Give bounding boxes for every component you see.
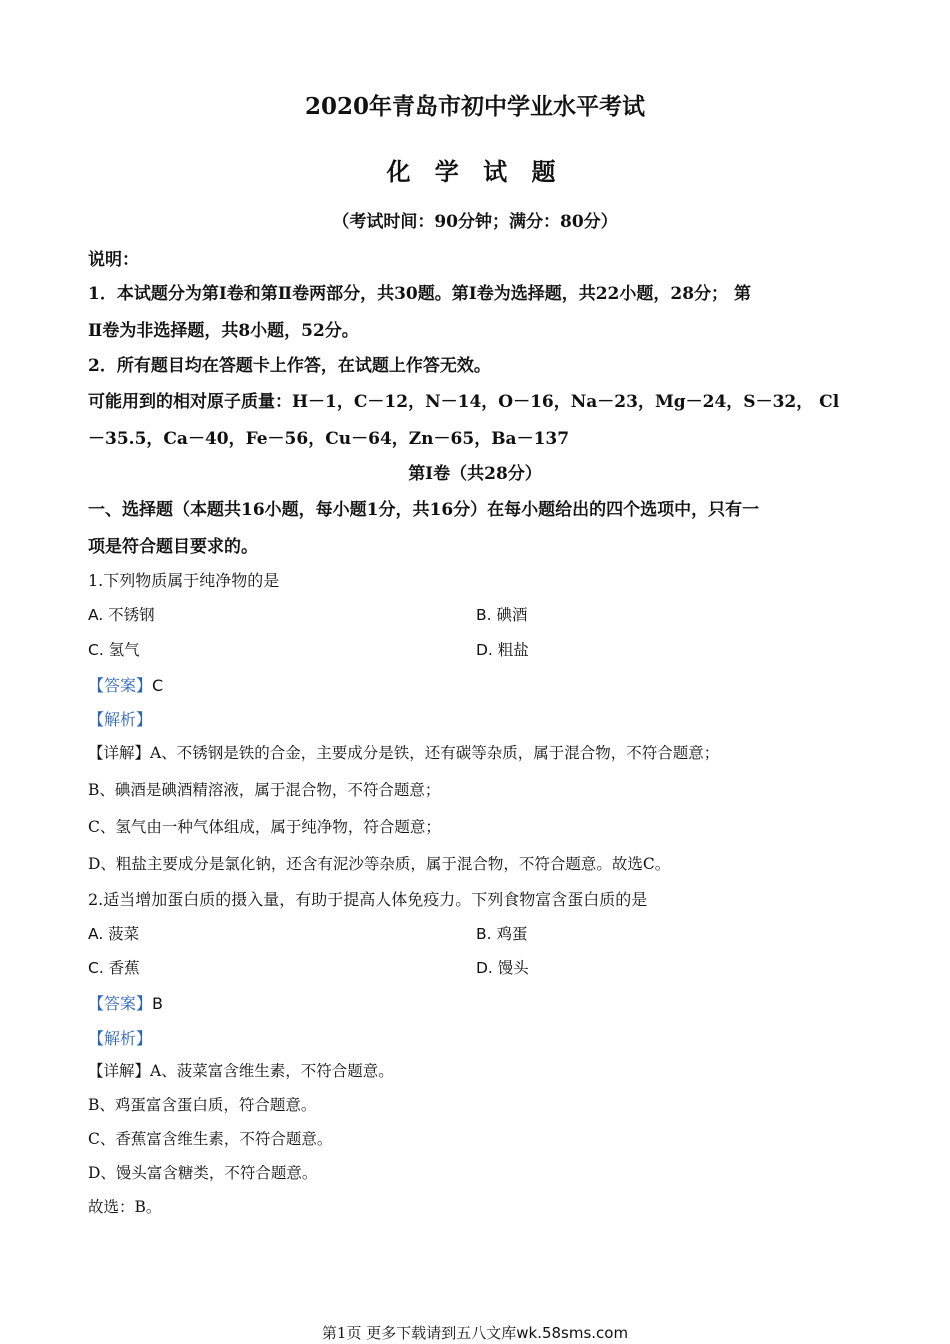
section-heading: 第Ⅰ卷（共28分） xyxy=(408,464,542,484)
question-1-option-c: C. 氢气 xyxy=(88,641,140,659)
part-instruction-line-1: 一、选择题（本题共16小题，每小题1分，共16分）在每小题给出的四个选项中，只有一 xyxy=(88,500,760,520)
instructions-label: 说明： xyxy=(88,250,139,270)
question-1-detail-3: C、氢气由一种气体组成，属于纯净物，符合题意； xyxy=(88,818,441,836)
exam-info: （考试时间：90分钟；满分：80分） xyxy=(332,212,618,232)
answer-tag: 【答案】 xyxy=(88,676,153,695)
footer-text: 第1页 更多下载请到五八文库 xyxy=(321,1324,517,1342)
question-1-detail-4: D、粗盐主要成分是氯化钠，还含有泥沙等杂质，属于混合物，不符合题意。故选C。 xyxy=(88,855,671,873)
question-2-option-d: D. 馒头 xyxy=(476,959,529,977)
question-2-answer xyxy=(88,991,163,1014)
subject-title: 化 学 试 题 xyxy=(386,157,564,186)
question-2-detail-4: D、馒头富含糖类，不符合题意。 xyxy=(88,1164,318,1182)
instruction-item-1-line-2: Ⅱ卷为非选择题，共8小题，52分。 xyxy=(88,321,359,341)
question-2-analysis-tag: 【解析】 xyxy=(88,1029,153,1048)
question-2-detail-2: B、鸡蛋富含蛋白质，符合题意。 xyxy=(88,1096,317,1114)
question-2-stem: 2.适当增加蛋白质的摄入量，有助于提高人体免疫力。下列食物富含蛋白质的是 xyxy=(88,890,648,909)
question-1-answer xyxy=(88,673,163,696)
question-1-detail-1: 【详解】A、不锈钢是铁的合金，主要成分是铁，还有碳等杂质，属于混合物，不符合题意； xyxy=(88,744,720,762)
part-instruction-line-2: 项是符合题目要求的。 xyxy=(88,537,258,557)
answer-value: C xyxy=(152,676,164,695)
question-2-conclusion: 故选：B。 xyxy=(88,1198,162,1216)
question-1-detail-2: B、碘酒是碘酒精溶液，属于混合物，不符合题意； xyxy=(88,781,441,799)
atomic-mass-line-1: 可能用到的相对原子质量：H－1，C－12，N－14，O－16，Na－23，Mg－24，S－32， Cl xyxy=(88,392,840,412)
page-footer xyxy=(0,1322,950,1343)
instruction-item-1-line-1: 1．本试题分为第Ⅰ卷和第Ⅱ卷两部分，共30题。第Ⅰ卷为选择题，共22小题，28分； 第 xyxy=(88,284,751,304)
question-2-option-a: A. 菠菜 xyxy=(88,925,140,943)
question-1-option-a: A. 不锈钢 xyxy=(88,606,155,624)
answer-tag: 【答案】 xyxy=(88,994,153,1013)
question-1-option-b: B. 碘酒 xyxy=(476,606,528,624)
atomic-mass-line-2: －35.5，Ca－40，Fe－56，Cu－64，Zn－65，Ba－137 xyxy=(88,429,570,449)
question-1-option-d: D. 粗盐 xyxy=(476,641,529,659)
answer-value: B xyxy=(152,994,163,1013)
question-2-detail-1: 【详解】A、菠菜富含维生素，不符合题意。 xyxy=(88,1062,394,1080)
exam-title: 2020年青岛市初中学业水平考试 xyxy=(304,93,645,120)
question-2-detail-3: C、香蕉富含维生素，不符合题意。 xyxy=(88,1130,333,1148)
question-2-option-c: C. 香蕉 xyxy=(88,959,140,977)
question-1-analysis-tag: 【解析】 xyxy=(88,710,153,729)
footer-site-link[interactable]: wk.58sms.com xyxy=(516,1324,629,1342)
question-1-stem: 1.下列物质属于纯净物的是 xyxy=(88,571,280,590)
instruction-item-2: 2．所有题目均在答题卡上作答，在试题上作答无效。 xyxy=(88,356,491,376)
question-2-option-b: B. 鸡蛋 xyxy=(476,925,528,943)
